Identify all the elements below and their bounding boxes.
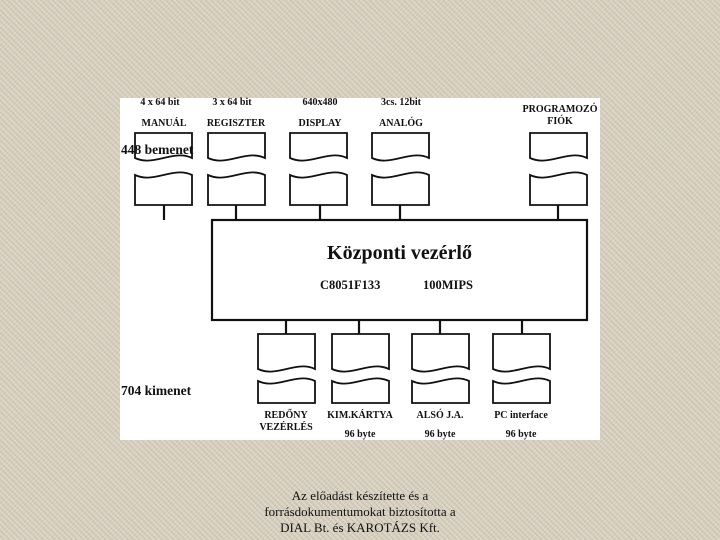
pc-size: 96 byte — [505, 429, 537, 440]
programozo-block-top — [530, 133, 587, 161]
controller-box — [212, 220, 587, 320]
programozo-name-line1: PROGRAMOZÓ — [522, 104, 598, 115]
also-block-top — [412, 334, 469, 372]
redony-name-line1: REDŐNY — [264, 410, 308, 421]
controller-title: Központi vezérlő — [327, 242, 472, 264]
caption-line-2: forrásdokumentumokat biztosította a — [264, 504, 456, 519]
display-name: DISPLAY — [298, 118, 342, 129]
manual-block-bottom — [135, 172, 192, 205]
manual-spec: 4 x 64 bit — [140, 97, 180, 108]
programozo-name-line2: FIÓK — [547, 116, 573, 127]
kimkartya-name: KIM.KÁRTYA — [327, 410, 393, 421]
pc-block-top — [493, 334, 550, 372]
analog-name: ANALÓG — [379, 118, 423, 129]
controller-chip: C8051F133 — [320, 278, 381, 292]
analog-block-bottom — [372, 172, 429, 205]
analog-spec: 3cs. 12bit — [381, 97, 421, 108]
display-spec: 640x480 — [302, 97, 338, 108]
display-block-top — [290, 133, 347, 161]
analog-block-top — [372, 133, 429, 161]
manual-name: MANUÁL — [141, 118, 187, 129]
also-size: 96 byte — [424, 429, 456, 440]
pc-name: PC interface — [494, 410, 548, 421]
outputs-label: 704 kimenet — [121, 383, 192, 398]
display-block-bottom — [290, 172, 347, 205]
pc-block-bottom — [493, 378, 550, 403]
also-block-bottom — [412, 378, 469, 403]
credits-caption — [230, 488, 490, 536]
regiszter-block-top — [208, 133, 265, 161]
regiszter-spec: 3 x 64 bit — [212, 97, 252, 108]
kimkartya-size: 96 byte — [344, 429, 376, 440]
block-diagram — [120, 98, 600, 440]
regiszter-name: REGISZTER — [206, 118, 266, 129]
programozo-block-bottom — [530, 172, 587, 205]
controller-speed: 100MIPS — [423, 278, 473, 292]
inputs-label: 448 bemenet — [121, 142, 194, 157]
kimkartya-block-bottom — [332, 378, 389, 403]
caption-line-3: DIAL Bt. és KAROTÁZS Kft. — [280, 520, 440, 535]
also-name: ALSÓ J.A. — [416, 410, 464, 421]
caption-line-1: Az előadást készítette és a — [291, 488, 429, 503]
redony-block-top — [258, 334, 315, 372]
regiszter-block-bottom — [208, 172, 265, 205]
redony-name-line2: VEZÉRLÉS — [259, 422, 313, 433]
kimkartya-block-top — [332, 334, 389, 372]
redony-block-bottom — [258, 378, 315, 403]
